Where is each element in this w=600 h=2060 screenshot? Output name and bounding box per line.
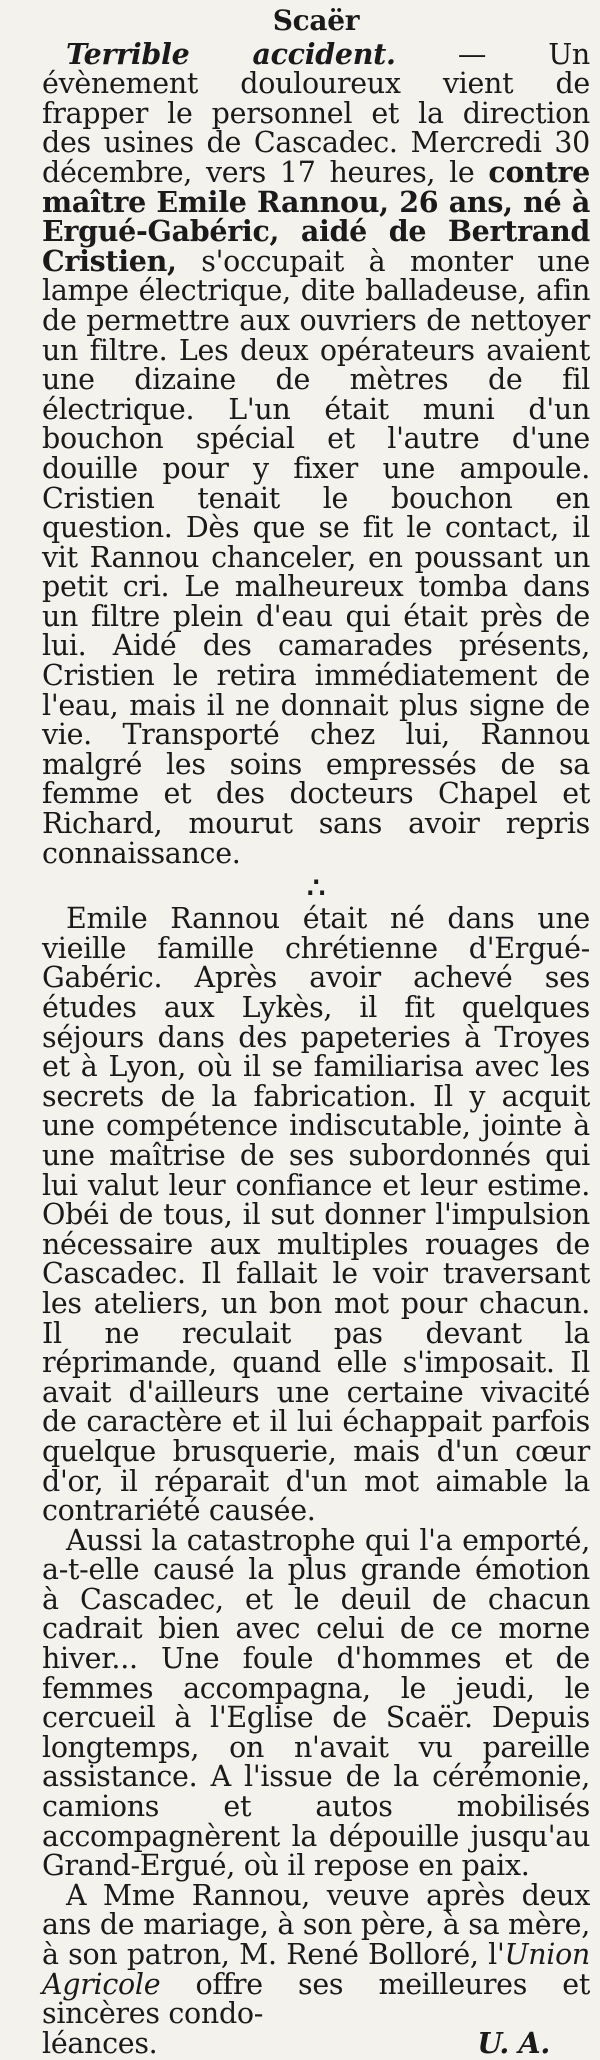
- paragraph-accident-bold: contre maître Emile Rannou, 26 ans, né à Ergué-Gabéric, aidé de Bertrand Cristien,: [42, 154, 590, 278]
- paragraph-accident-body: s'occupait à monter une lampe électrique, dite balladeuse, afin de permettre aux ouvriers de nettoyer un filtre. Les deux opérateurs avaient une dizaine de mètres de fil électrique. L'un était muni d'un bouchon spécial et l'autre d'une douille pour y fixer une ampoule. Cristien tenait le bouchon en question. Dès que se fit le contact, il vit Rannou chanceler, en poussant un petit cri. Le malheureux tomba dans un filtre plein d'eau qui était près de lui. Aidé des camarades présents, Cristien le retira immédiatement de l'eau, mais il ne donnait plus signe de vie. Transporté chez lui, Rannou malgré les soins empressés de sa femme et des docteurs Chapel et Richard, mourut sans avoir repris connaissance.: [42, 244, 590, 870]
- paragraph-accident: [42, 36, 590, 870]
- article-heading: Scaër: [272, 4, 360, 37]
- newspaper-name: Union Agricole: [42, 1938, 590, 2001]
- lead-title: Terrible accident.: [66, 36, 396, 71]
- paragraph-accident-intro: — Un évènement douloureux vient de frapper le personnel et la direction des usines de Cascadec. Mercredi 30 décembre, vers 17 heures, le: [42, 37, 590, 189]
- section-separator: ∴: [307, 870, 325, 905]
- paragraph-biography: Emile Rannou était né dans une vieille famille chrétienne d'Ergué-Gabéric. Après avoir achevé ses études aux Lykès, il fit quelques séjours dans des papeteries à Troyes et à Lyon, où il se familiarisa avec les secrets de la fabrication. Il y acquit une compétence indiscutable, jointe à une maîtrise de ses subordonnés qui lui valut leur confiance et leur estime. Obéi de tous, il sut donner l'impulsion nécessaire aux multiples rouages de Cascadec. Il fallait le voir traversant les ateliers, un bon mot pour chacun. Il ne reculait pas devant la réprimande, quand elle s'imposait. Il avait d'ailleurs une certaine vivacité de caractère et il lui échappait parfois quelque brusquerie, mais d'un cœur d'or, il réparait d'un mot aimable la contrariété causée.: [42, 902, 590, 1528]
- paragraph-funeral: Aussi la catastrophe qui l'a emporté, a-t-elle causé la plus grande émotion à Cascadec, et le deuil de chacun cadrait bien avec celui de ce morne hiver... Une foule d'hommes et de femmes accompagna, le jeudi, le cercueil à l'Eglise de Scaër. Depuis longtemps, on n'avait vu pareille assistance. A l'issue de la cérémonie, camions et autos mobilisés accompagnèrent la dépouille jusqu'au Grand-Ergué, où il repose en paix.: [42, 1523, 590, 1883]
- condolences-text: A Mme Rannou, veuve après deux ans de mariage, à son père, à sa mère, à son patron, M. René Bolloré, l': [42, 1878, 590, 1971]
- signature: U. A.: [477, 2025, 550, 2060]
- closing-line: [42, 2025, 590, 2060]
- condolences-end: offre ses meilleures et sincères condo-: [42, 1967, 590, 2031]
- paragraph-condolences: [42, 1878, 590, 2031]
- closing-word: léances.: [42, 2026, 158, 2060]
